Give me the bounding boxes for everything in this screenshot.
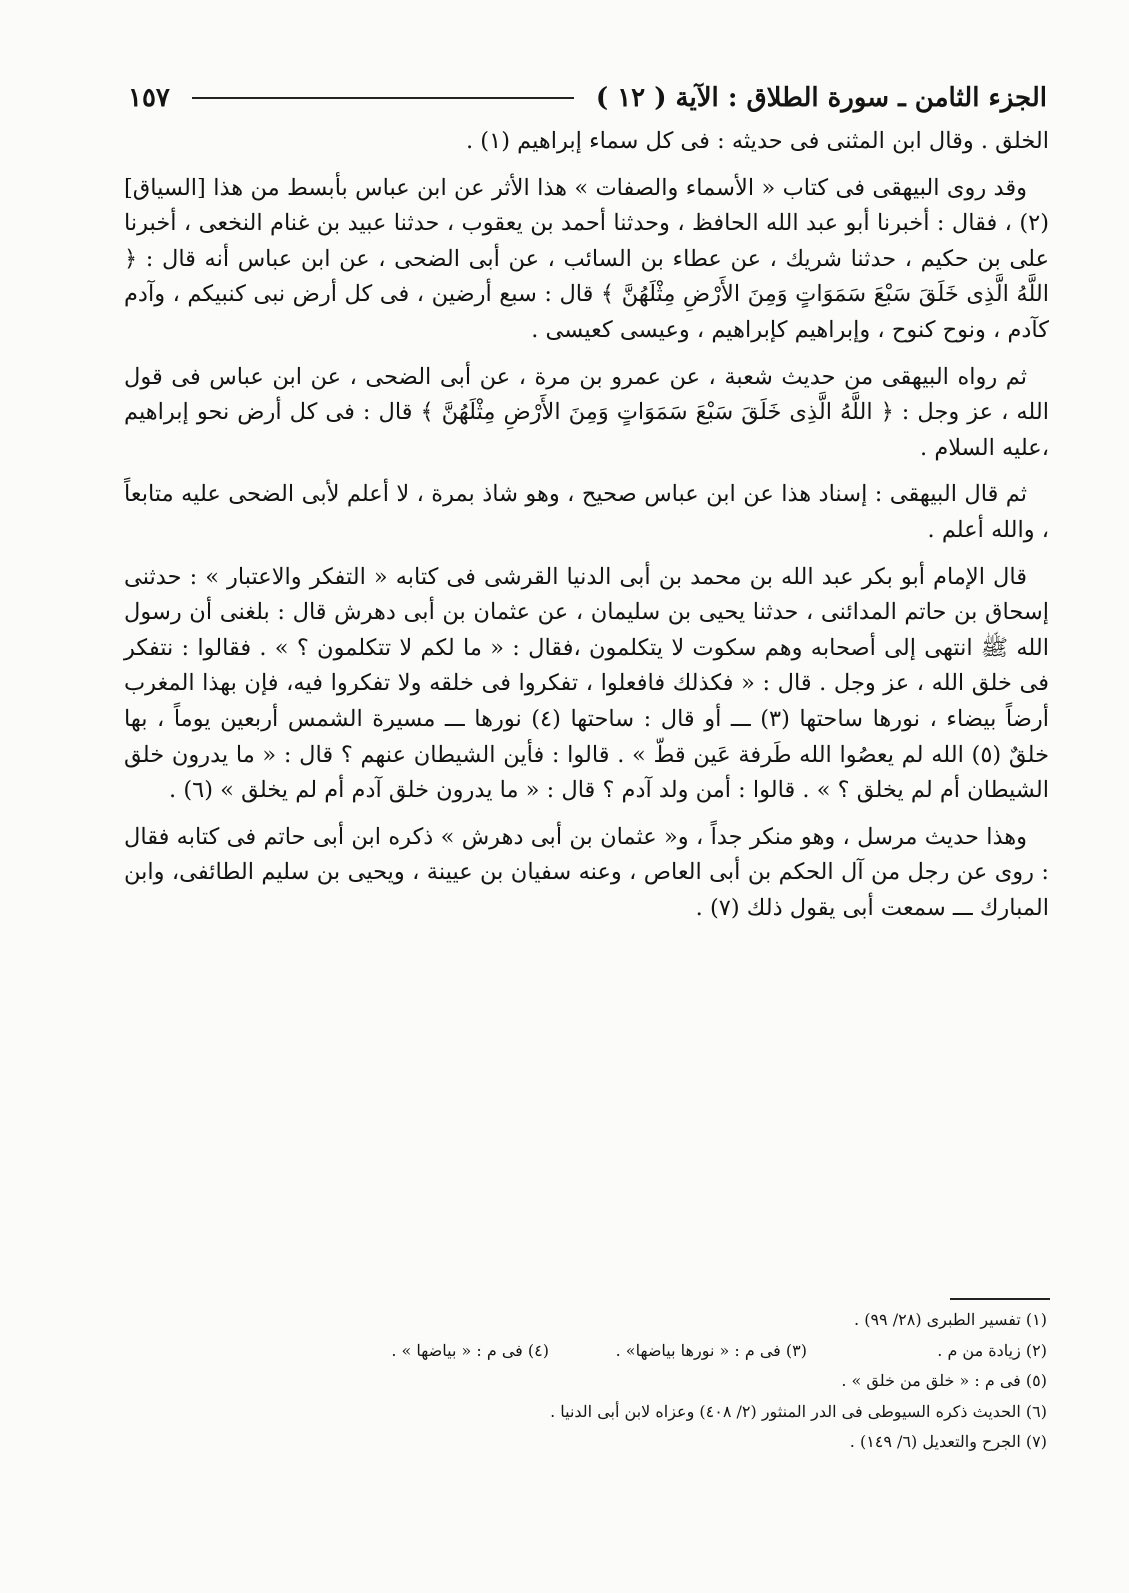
footnote-1: (١) تفسير الطبرى (٢٨/ ٩٩) . bbox=[854, 1310, 1047, 1329]
paragraph-5: قال الإمام أبو بكر عبد الله بن محمد بن أبى الدنيا القرشى فى كتابه « التفكر والاعتبار » : حدثنى إسحاق بن حاتم المدائنى ، حدثنا يحيى بن سليمان ، عن عثمان بن أبى دهرش قال : بلغنى أن رسول الله ﷺ انتهى إلى أصحابه وهم سكوت لا يتكلمون ،فقال : « ما لكم لا تتكلمون ؟ » . فقالوا : نتفكر فى خلق الله ، عز وجل . قال : « فكذلك فافعلوا ، تفكروا فى خلقه ولا تفكروا فيه، فإن بهذا المغرب أرضاً بيضاء ، نورها ساحتها (٣) ـــ أو قال : ساحتها (٤) نورها ـــ مسيرة الشمس أربعين يوماً ، بها خلقٌ (٥) الله لم يعصُوا الله طَرفة عَين قطّ » . قالوا : فأين الشيطان عنهم ؟ قال : « ما يدرون خلق الشيطان أم لم يخلق ؟ » . قالوا : أمن ولد آدم ؟ قال : « ما يدرون خلق آدم أم لم يخلق » (٦) . bbox=[124, 563, 1049, 804]
footnote-7: (٧) الجرح والتعديل (٦/ ١٤٩) . bbox=[849, 1432, 1047, 1451]
footnote-row bbox=[124, 1427, 1047, 1458]
main-text bbox=[124, 124, 1049, 937]
footnote-5: (٥) فى م : « خلق من خلق » . bbox=[841, 1371, 1047, 1390]
paragraph-4: ثم قال البيهقى : إسناد هذا عن ابن عباس صحيح ، وهو شاذ بمرة ، لا أعلم لأبى الضحى عليه متابعاً ، والله أعلم . bbox=[124, 481, 1049, 543]
footnote-3: (٣) فى م : « نورها بياضها» . bbox=[615, 1340, 807, 1360]
paragraph-3: ثم رواه البيهقى من حديث شعبة ، عن عمرو بن مرة ، عن أبى الضحى ، عن ابن عباس فى قول الله ، عز وجل : ﴿ اللَّهُ الَّذِى خَلَقَ سَبْعَ سَمَوَاتٍ وَمِنَ الأَرْضِ مِثْلَهُنَّ ﴾ قال : فى كل أرض نحو إبراهيم ،عليه السلام . bbox=[124, 363, 1049, 461]
footnotes bbox=[124, 1305, 1047, 1458]
footnote-2: (٢) زيادة من م . bbox=[937, 1340, 1047, 1360]
footnote-row bbox=[124, 1366, 1047, 1397]
header-rule bbox=[192, 97, 574, 99]
footnote-row bbox=[124, 1336, 1047, 1367]
paragraph-2: وقد روى البيهقى فى كتاب « الأسماء والصفات » هذا الأثر عن ابن عباس بأبسط من هذا [السياق](٢) ، فقال : أخبرنا أبو عبد الله الحافظ ، وحدثنا أحمد بن يعقوب ، حدثنا عبيد بن غنام النخعى ، أخبرنا على بن حكيم ، حدثنا شريك ، عن عطاء بن السائب ، عن أبى الضحى ، عن ابن عباس أنه قال : ﴿ اللَّهُ الَّذِى خَلَقَ سَبْعَ سَمَوَاتٍ وَمِنَ الأَرْضِ مِثْلَهُنَّ ﴾ قال : سبع أرضين ، فى كل أرض نبى كنبيكم ، وآدم كآدم ، ونوح كنوح ، وإبراهيم كإبراهيم ، وعيسى كعيسى . bbox=[124, 174, 1049, 343]
footnote-4: (٤) فى م : « بياضها » . bbox=[391, 1340, 549, 1360]
page-number: ١٥٧ bbox=[128, 83, 170, 113]
footnote-row bbox=[124, 1397, 1047, 1428]
footnote-row bbox=[124, 1305, 1047, 1336]
paragraph-1: الخلق . وقال ابن المثنى فى حديثه : فى كل سماء إبراهيم (١) . bbox=[466, 128, 1049, 154]
footnote-separator bbox=[950, 1298, 1050, 1300]
header-title: الجزء الثامن ـ سورة الطلاق : الآية ( ١٢ ) bbox=[595, 83, 1047, 113]
footnote-6: (٦) الحديث ذكره السيوطى فى الدر المنثور (٢/ ٤٠٨) وعزاه لابن أبى الدنيا . bbox=[550, 1401, 1047, 1421]
running-header bbox=[128, 76, 1047, 120]
paragraph-6: وهذا حديث مرسل ، وهو منكر جداً ، و« عثمان بن أبى دهرش » ذكره ابن أبى حاتم فى كتابه فقال : روى عن رجل من آل الحكم بن أبى العاص ، وعنه سفيان بن عيينة ، ويحيى بن سليم الطائفى، وابن المبارك ـــ سمعت أبى يقول ذلك (٧) . bbox=[124, 823, 1049, 921]
